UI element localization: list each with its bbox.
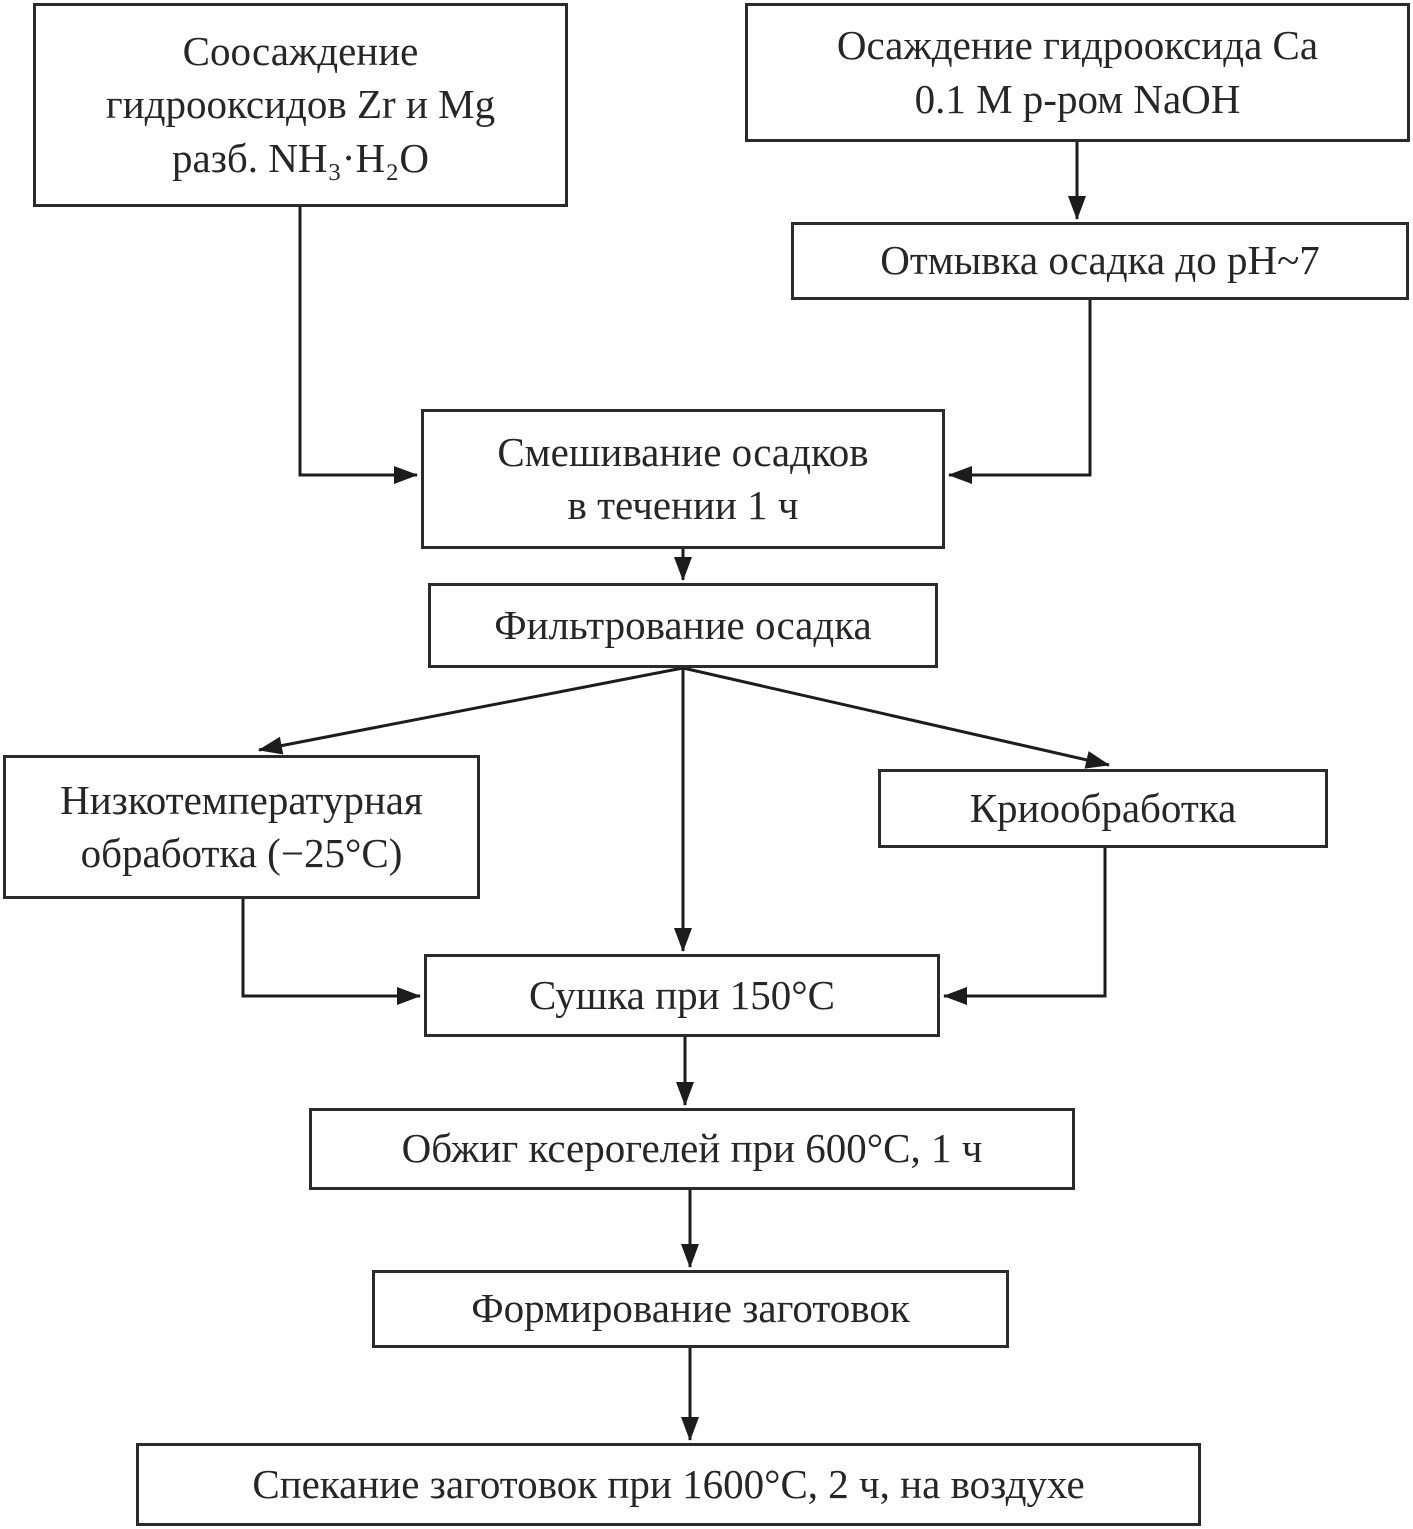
- node-text-line: Сушка при 150°C: [528, 971, 836, 1018]
- node-text-line: Формирование заготовок: [471, 1285, 910, 1332]
- arrow-filtration-to-cryo: [683, 668, 1109, 765]
- node-ca-precipitation: [745, 3, 1410, 142]
- arrow-coprecipitation-to-mixing: [300, 207, 417, 475]
- node-text-line: 0.1 М р-ром NaOH: [914, 75, 1241, 122]
- arrow-cryo-to-drying: [944, 848, 1105, 996]
- node-coprecipitation: [33, 3, 568, 207]
- node-mixing: [421, 409, 945, 549]
- node-text-line: Спекание заготовок при 1600°C, 2 ч, на воздухе: [252, 1460, 1085, 1507]
- node-text-line: Криообработка: [969, 784, 1237, 831]
- node-sintering: [136, 1443, 1201, 1526]
- node-text-line: разб. NH₃·H₂O: [172, 134, 429, 181]
- node-text-line: гидрооксидов Zr и Mg: [105, 81, 496, 128]
- node-text-line: Соосаждение: [182, 28, 419, 75]
- node-cryo-treatment: [878, 769, 1328, 848]
- node-forming: [372, 1270, 1009, 1348]
- arrow-low-temp-to-drying: [243, 899, 420, 996]
- node-filtration: [428, 583, 938, 668]
- node-text-line: Осаждение гидрооксида Ca: [836, 22, 1319, 69]
- node-text-line: Отмывка осадка до pH~7: [880, 237, 1320, 284]
- node-text-line: в течении 1 ч: [567, 482, 799, 528]
- node-calcination: [309, 1108, 1075, 1190]
- arrow-filtration-to-low-temp: [259, 668, 683, 750]
- node-drying: [424, 954, 940, 1037]
- node-text-line: Низкотемпературная: [60, 776, 423, 823]
- node-text-line: Фильтрование осадка: [494, 601, 872, 648]
- arrow-washing-to-mixing: [949, 300, 1090, 475]
- node-text-line: обработка (−25°C): [80, 830, 403, 876]
- node-washing: [791, 222, 1409, 300]
- node-text-line: Обжиг ксерогелей при 600°C, 1 ч: [401, 1125, 983, 1172]
- node-text-line: Смешивание осадков: [497, 428, 869, 475]
- node-low-temp-treatment: [3, 755, 480, 899]
